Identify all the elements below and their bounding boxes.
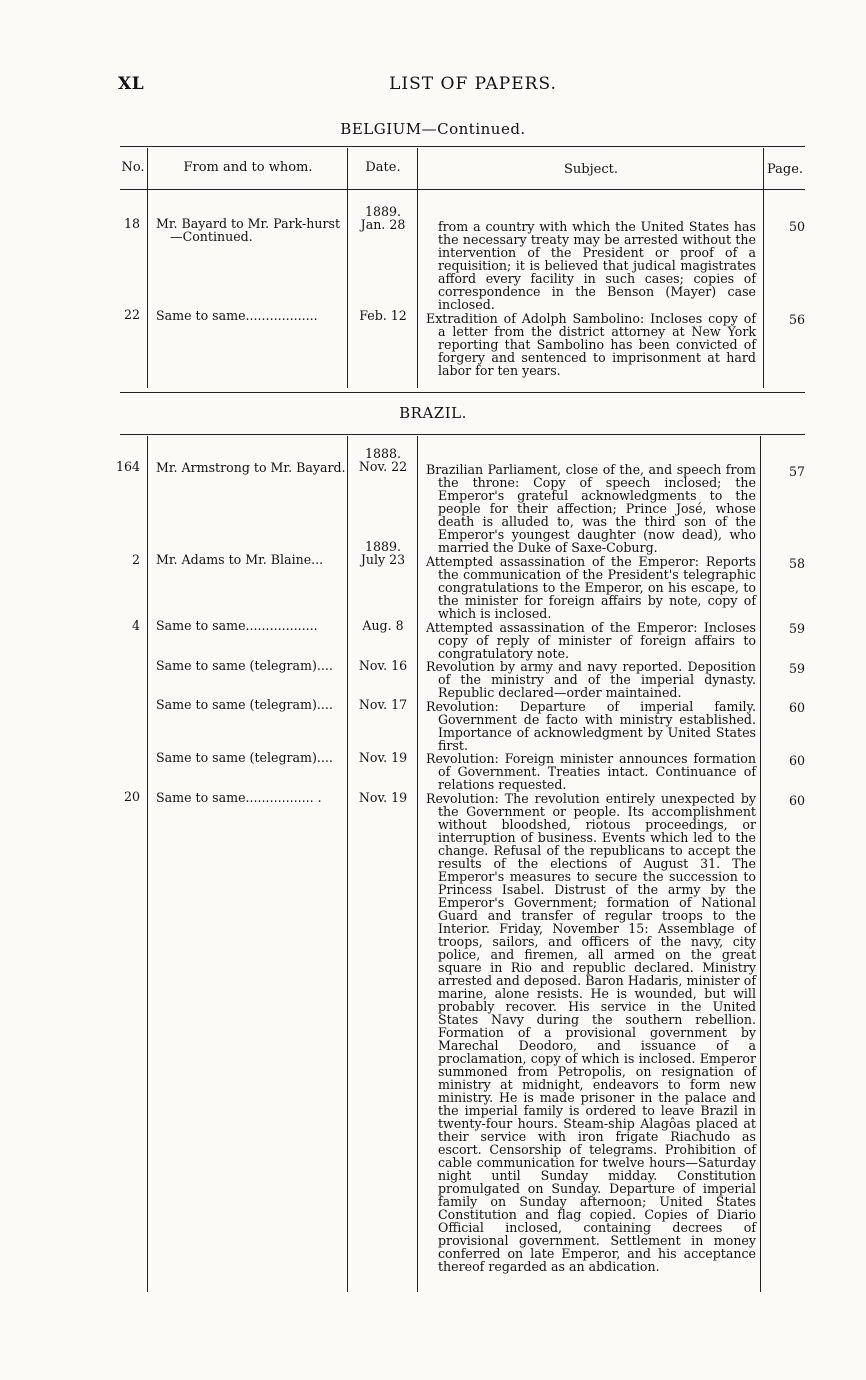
row-date: Nov. 19 bbox=[358, 750, 408, 765]
section-rule bbox=[120, 392, 805, 393]
section-title-brazil: BRAZIL. bbox=[399, 404, 467, 422]
row-subject: Extradition of Adolph Sambolino: Incloses copy of a letter from the district attorney at New York reporting that Sambolino has been convicted of forgery and sentenced to imprisonment at hard labor for ten years. bbox=[426, 311, 756, 378]
row-date: Nov. 17 bbox=[358, 697, 408, 712]
row-subject: Attempted assassination of the Emperor: Incloses copy of reply of minister of foreign affairs to congratulatory note. bbox=[426, 620, 756, 661]
column-divider bbox=[147, 436, 148, 1292]
column-divider bbox=[147, 148, 148, 388]
row-from: Same to same.................. bbox=[156, 308, 318, 323]
row-year: 1889. bbox=[364, 204, 402, 219]
header-subject: Subject. bbox=[564, 162, 618, 177]
header-page: Page. bbox=[766, 162, 804, 177]
header-no: No. bbox=[121, 160, 145, 175]
row-subject: Revolution: Departure of imperial family. Government de facto with ministry established. Importance of acknowledgment by United States first. bbox=[426, 699, 756, 753]
row-page: 58 bbox=[788, 556, 806, 571]
row-page: 59 bbox=[788, 661, 806, 676]
row-subject: Revolution by army and navy reported. Deposition of the ministry and of the imperial dynasty. Republic declared—order maintained. bbox=[426, 659, 756, 700]
row-from: Same to same (telegram).... bbox=[156, 658, 333, 673]
row-from: Mr. Adams to Mr. Blaine... bbox=[156, 552, 324, 567]
row-number: 2 bbox=[131, 552, 140, 567]
column-divider bbox=[347, 436, 348, 1292]
header-bottom-rule bbox=[120, 189, 805, 190]
row-from: Same to same (telegram).... bbox=[156, 750, 333, 765]
row-page: 60 bbox=[788, 753, 806, 768]
row-date: Nov. 19 bbox=[358, 790, 408, 805]
column-divider bbox=[763, 148, 764, 388]
row-page: 59 bbox=[788, 621, 806, 636]
row-date: Jan. 28 bbox=[360, 217, 406, 232]
column-divider bbox=[417, 436, 418, 1292]
row-from: Same to same (telegram).... bbox=[156, 697, 333, 712]
header-from: From and to whom. bbox=[183, 160, 313, 175]
page-header bbox=[118, 74, 828, 98]
row-year: 1889. bbox=[364, 539, 402, 554]
row-number: 20 bbox=[123, 789, 140, 804]
row-number: 164 bbox=[116, 459, 141, 474]
brazil-top-rule bbox=[120, 434, 805, 435]
row-subject: Attempted assassination of the Emperor: Reports the communication of the President's telegraphic congratulations to the Emperor, on his escape, to the minister for foreign affairs by note, copy of which is inclosed. bbox=[426, 554, 756, 621]
row-number: 22 bbox=[123, 307, 140, 322]
row-subject: Revolution: The revolution entirely unexpected by the Government or people. Its accomplishment without bloodshed, riotous proceedings, or interruption of business. Events which led to the change. Refusal of the republicans to accept the results of the elections of August 31. The Emperor's measures to secure the succession to Princess Isabel. Distrust of the army by the Emperor's Government; formation of National Guard and transfer of regular troops to the Interior. Friday, November 15: Assemblage of troops, sailors, and officers of the navy, city police, and firemen, all armed on the great square in Rio and republic declared. Ministry arrested and deposed. Baron Hadaris, minister of marine, alone resists. He is wounded, but will probably recover. His service in the United States Navy during the southern rebellion. Formation of a provisional government by Marechal Deodoro, and issuance of a proclamation, copy of which is inclosed. Emperor summoned from Petropolis, on resignation of ministry at midnight, endeavors to form new ministry. He is made prisoner in the palace and the imperial family is ordered to leave Brazil in twenty-four hours. Steam-ship Alagôas placed at their service with iron frigate Riachudo as escort. Censorship of telegrams. Prohibition of cable communication for twelve hours—Saturday night until Sunday midday. Constitution promulgated on Sunday. Departure of imperial family on Sunday afternoon; United States Constitution and flag copied. Copies of Diario Official inclosed, containing decrees of provisional government. Settlement in money conferred on late Emperor, and his acceptance thereof regarded as an abdication. bbox=[426, 791, 756, 1274]
row-page: 60 bbox=[788, 700, 806, 715]
row-subject: Brazilian Parliament, close of the, and speech from the throne: Copy of speech inclosed; the Emperor's grateful acknowledgments to the people for their affection; Prince José, whose death is alluded to, was the third son of the Emperor's youngest daughter (now dead), who married the Duke of Saxe-Coburg. bbox=[426, 462, 756, 555]
row-from: Mr. Bayard to Mr. Park-hurst—Continued. bbox=[156, 216, 341, 244]
row-page: 50 bbox=[788, 219, 806, 234]
row-date: Aug. 8 bbox=[362, 618, 404, 633]
row-date: July 23 bbox=[360, 552, 406, 567]
row-date: Nov. 22 bbox=[358, 459, 408, 474]
row-subject: from a country with which the United States has the necessary treaty may be arrested without the intervention of the President or proof of a requisition; it is believed that judical magistrates afford every facility in such cases; copies of correspondence in the Benson (Mayer) case inclosed. bbox=[438, 219, 756, 312]
row-year: 1888. bbox=[364, 446, 402, 461]
row-page: 56 bbox=[788, 312, 806, 327]
section-title-belgium: BELGIUM—Continued. bbox=[340, 120, 526, 138]
row-from: Same to same................. . bbox=[156, 790, 322, 805]
row-from: Mr. Armstrong to Mr. Bayard. bbox=[156, 460, 346, 475]
header-date: Date. bbox=[365, 160, 401, 175]
row-date: Feb. 12 bbox=[359, 308, 407, 323]
row-subject: Revolution: Foreign minister announces formation of Government. Treaties intact. Continuance of relations requested. bbox=[426, 751, 756, 792]
row-number: 18 bbox=[123, 216, 140, 231]
table-top-rule bbox=[120, 146, 805, 147]
column-divider bbox=[417, 148, 418, 388]
row-date: Nov. 16 bbox=[358, 658, 408, 673]
row-page: 57 bbox=[788, 464, 806, 479]
page-title: LIST OF PAPERS. bbox=[389, 74, 557, 94]
column-divider bbox=[347, 148, 348, 388]
row-number: 4 bbox=[131, 618, 140, 633]
column-divider bbox=[760, 436, 761, 1292]
row-page: 60 bbox=[788, 793, 806, 808]
page-number: XL bbox=[118, 74, 145, 94]
row-from: Same to same.................. bbox=[156, 618, 318, 633]
